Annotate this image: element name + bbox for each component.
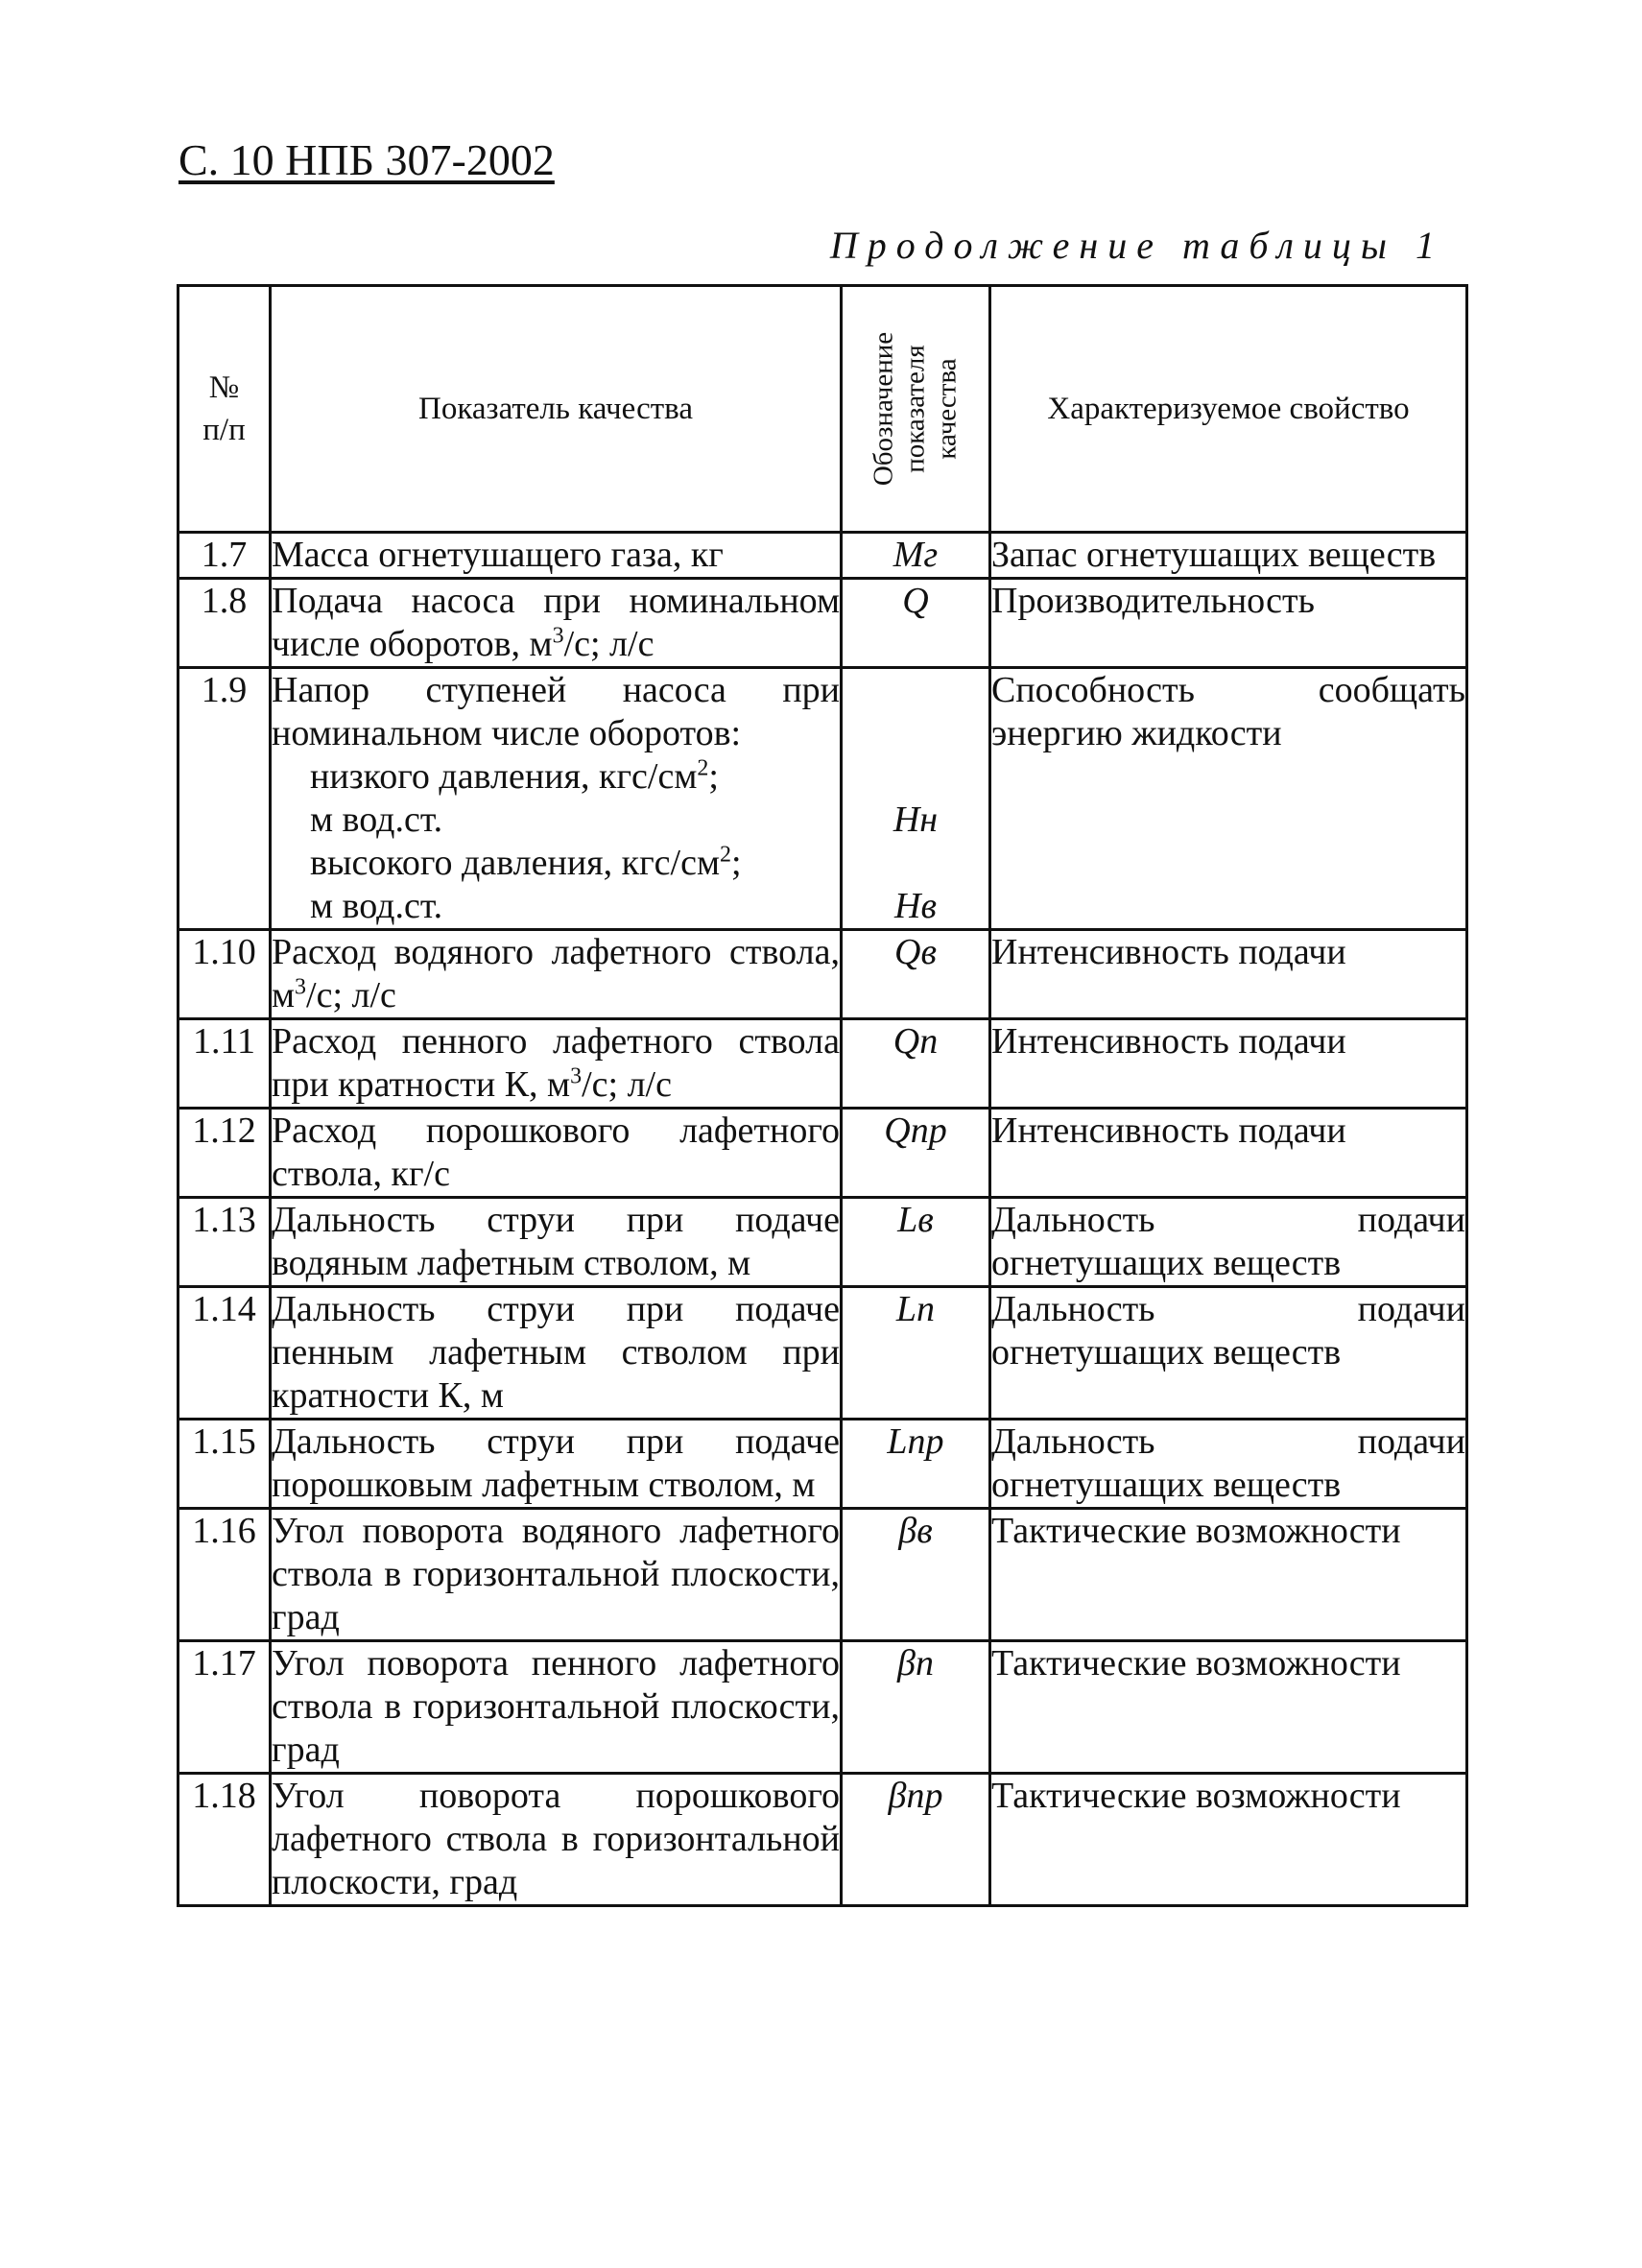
row-property: Дальность подачи огнетушащих веществ [990, 1420, 1467, 1509]
row-symbol: Hн Hв [842, 668, 990, 930]
row-indicator: Дальность струи при подаче пенным лафетным стволом при кратности К, м [271, 1287, 842, 1420]
row-indicator: Масса огнетушащего газа, кг [271, 533, 842, 579]
row-indicator: Угол поворота водяного лафетного ствола в горизонтальной плоскости, град [271, 1509, 842, 1641]
row-property: Тактические возможности [990, 1774, 1467, 1906]
row-indicator: Угол поворота порошкового лафетного ствола в горизонтальной плоскости, град [271, 1774, 842, 1906]
table-row [178, 1641, 1467, 1774]
row-indicator: Расход пенного лафетного ствола при кратности К, $м^3/с$; л/с [271, 1019, 842, 1109]
row-number: 1.13 [178, 1198, 271, 1287]
table-row [178, 1287, 1467, 1420]
row-property: Интенсивность подачи [990, 1109, 1467, 1198]
row-property: Тактические возможности [990, 1509, 1467, 1641]
row-symbol: Qп [842, 1019, 990, 1109]
row-property: Интенсивность подачи [990, 930, 1467, 1019]
row-indicator: Дальность струи при подаче порошковым лафетным стволом, м [271, 1420, 842, 1509]
table-row [178, 1509, 1467, 1641]
row-number: 1.17 [178, 1641, 271, 1774]
table-row [178, 668, 1467, 930]
row-property: Дальность подачи огнетушащих веществ [990, 1287, 1467, 1420]
table-row [178, 1019, 1467, 1109]
row-number: 1.12 [178, 1109, 271, 1198]
row-symbol: βпр [842, 1774, 990, 1906]
row-indicator: Подача насоса при номинальном числе оборотов, $м^3/с$; л/с [271, 579, 842, 668]
row-number: 1.18 [178, 1774, 271, 1906]
row-indicator: Угол поворота пенного лафетного ствола в горизонтальной плоскости, град [271, 1641, 842, 1774]
row-symbol: Q [842, 579, 990, 668]
page-header: С. 10 НПБ 307-2002 [178, 135, 555, 184]
row-number: 1.14 [178, 1287, 271, 1420]
header-indicator: Показатель качества [271, 286, 842, 533]
row-number: 1.9 [178, 668, 271, 930]
table-row [178, 1109, 1467, 1198]
row-number: 1.15 [178, 1420, 271, 1509]
row-symbol: Lв [842, 1198, 990, 1287]
row-property: Дальность подачи огнетушащих веществ [990, 1198, 1467, 1287]
header-property: Характеризуемое свойство [990, 286, 1467, 533]
row-number: 1.16 [178, 1509, 271, 1641]
row-symbol: Qпр [842, 1109, 990, 1198]
row-property: Запас огнетушащих веществ [990, 533, 1467, 579]
table-row [178, 1774, 1467, 1906]
row-property: Тактические возможности [990, 1641, 1467, 1774]
row-symbol: Lпр [842, 1420, 990, 1509]
row-indicator: Расход порошкового лафетного ствола, кг/с [271, 1109, 842, 1198]
row-symbol: βп [842, 1641, 990, 1774]
row-symbol: βв [842, 1509, 990, 1641]
table-row [178, 533, 1467, 579]
table-row [178, 579, 1467, 668]
table-row [178, 1420, 1467, 1509]
continuation-label: Продолжение таблицы 1 [829, 224, 1444, 267]
row-symbol: Mг [842, 533, 990, 579]
row-symbol: Lп [842, 1287, 990, 1420]
row-indicator: Дальность струи при подаче водяным лафетным стволом, м [271, 1198, 842, 1287]
row-property: Интенсивность подачи [990, 1019, 1467, 1109]
row-indicator: Напор ступеней насоса при номинальном числе оборотов: низкого давления, кгс/$см^2$; м вод.ст. высокого давления, кгс/$см^2$; м вод.ст. [271, 668, 842, 930]
row-indicator: Расход водяного лафетного ствола, $м^3/с$; л/с [271, 930, 842, 1019]
row-property: Способность сообщать энергию жидкости [990, 668, 1467, 930]
row-number: 1.7 [178, 533, 271, 579]
row-number: 1.11 [178, 1019, 271, 1109]
row-number: 1.8 [178, 579, 271, 668]
table-row [178, 1198, 1467, 1287]
row-symbol: Qв [842, 930, 990, 1019]
quality-indicators-table [177, 284, 1468, 1907]
header-number: № п/п [178, 286, 271, 533]
header-symbol: Обозначение показателя качества [842, 286, 990, 533]
table-header-row [178, 286, 1467, 533]
row-number: 1.10 [178, 930, 271, 1019]
row-property: Производительность [990, 579, 1467, 668]
table-row [178, 930, 1467, 1019]
